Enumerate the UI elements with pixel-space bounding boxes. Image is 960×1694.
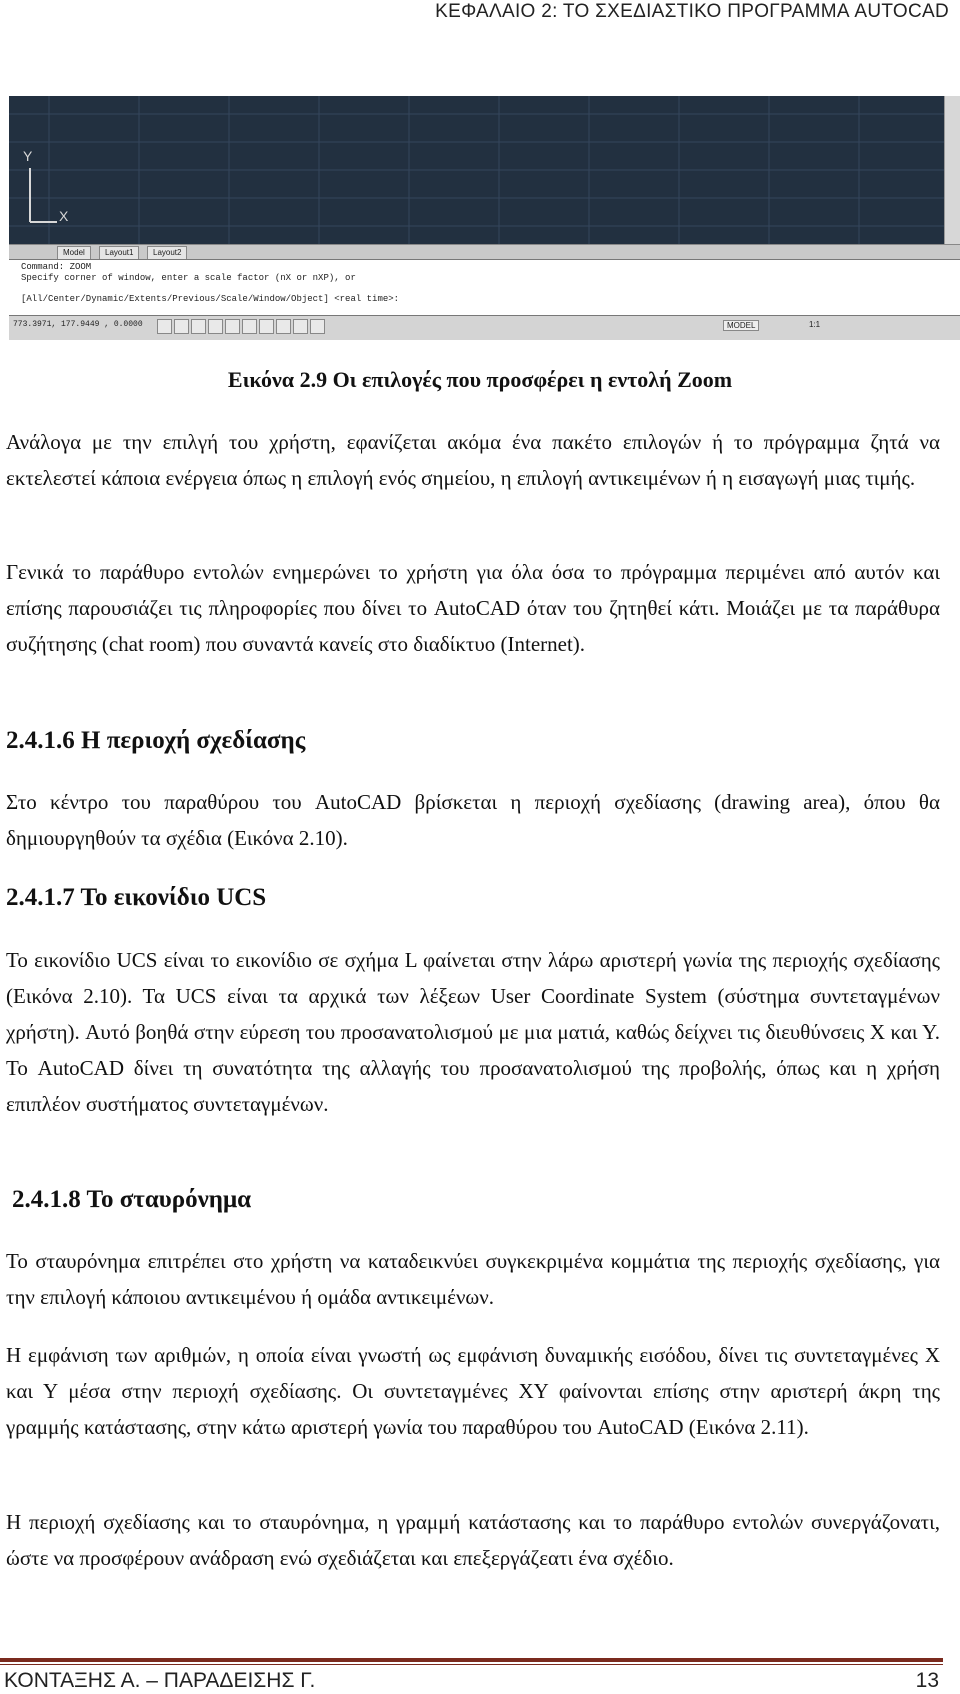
status-bar (9, 315, 960, 340)
model-space-button[interactable]: MODEL (723, 320, 759, 331)
paragraph-2: Γενικά το παράθυρο εντολών ενημερώνει το χρήστη για όλα όσα το πρόγραμμα περιμένει από αυτόν και επίσης παρουσιάζει τις πληροφορίες που δίνει το AutoCAD όταν του ζητηθεί κάτι. Μοιάζει με τα παράθυρα συζήτησης (chat room) που συναντά κανείς στο διαδίκτυο (Internet). (6, 560, 940, 656)
drawing-area (9, 96, 945, 244)
status-toggle-buttons[interactable] (157, 319, 327, 337)
autocad-screenshot-figure (9, 96, 960, 340)
footer-authors: ΚΟΝΤΑΞΗΣ Α. – ΠΑΡΑΔΕΙΣΗΣ Γ. (4, 1669, 316, 1692)
paragraph-7: Η περιοχή σχεδίασης και το σταυρόνημα, η γραμμή κατάστασης και το παράθυρο εντολών συνεργάζονατι, ώστε να προσφέρουν ανάδραση ενώ σχεδιάζεται και επεξεργάζεατι ένα σχέδιο. (6, 1510, 940, 1570)
paragraph-4: Το εικονίδιο UCS είναι το εικονίδιο σε σχήμα L φαίνεται στην λάρω αριστερή γωνία της περιοχής σχεδίασης (Εικόνα 2.10). Τα UCS είναι τα αρχικά των λέξεων User Coordinate System (σύστημα συντεταγμένων χρήστη). Αυτό βοηθά στην εύρεση του προσανατολισμού με μια ματιά, καθώς δείχνει τις διευθύνσεις Χ και Υ. Το AutoCAD δίνει τη συνατότητα της αλλαγής του προσανατολισμού της προβολής, όπως και η χρήση επιπλέον συστήματος συντεταγμένων. (6, 948, 940, 1116)
grid-and-ucs (9, 96, 945, 244)
section-heading-2418: 2.4.1.8 Το σταυρόνημα (12, 1186, 252, 1213)
footer-rule-thin (0, 1664, 943, 1665)
command-line: [All/Center/Dynamic/Extents/Previous/Scale/Window/Object] <real time>: (21, 294, 400, 304)
footer-rule (0, 1658, 943, 1662)
command-window[interactable] (9, 259, 960, 316)
ucs-x-label: X (59, 208, 69, 224)
tab-layout1[interactable]: Layout1 (99, 246, 139, 259)
annotation-scale[interactable]: 1:1 (809, 320, 821, 329)
paragraph-5: Το σταυρόνημα επιτρέπει στο χρήστη να καταδεικνύει συγκεκριμένα κομμάτια της περιοχής σχεδίασης, για την επιλογή κάποιου αντικειμένου ή ομάδα αντικειμένων. (6, 1249, 940, 1309)
running-header: ΚΕΦΑΛΑΙΟ 2: ΤΟ ΣΧΕΔΙΑΣΤΙΚΟ ΠΡΟΓΡΑΜΜΑ AUTOCAD (435, 1, 949, 22)
tab-layout2[interactable]: Layout2 (147, 246, 187, 259)
figure-caption: Εικόνα 2.9 Οι επιλογές που προσφέρει η εντολή Zoom (227, 367, 733, 392)
command-line: Specify corner of window, enter a scale factor (nX or nXP), or (21, 273, 356, 283)
page-number: 13 (915, 1669, 939, 1692)
ucs-icon (30, 168, 57, 222)
coordinate-readout: 773.3971, 177.9449 , 0.0000 (13, 320, 143, 329)
paragraph-6: Η εμφάνιση των αριθμών, η οποία είναι γνωστή ως εμφάνιση δυναμικής εισόδου, δίνει τις συντεταγμένες Χ και Υ μέσα στην περιοχή σχεδίασης. Οι συντεταγμένες ΧΥ φαίνονται επίσης στην αριστερή άκρη της γραμμής κατάστασης, στην κάτω αριστερή γωνία του παραθύρου του AutoCAD (Εικόνα 2.11). (6, 1343, 940, 1439)
section-heading-2417: 2.4.1.7 Το εικονίδιο UCS (6, 884, 267, 911)
layout-tabs (9, 244, 960, 259)
command-line: Command: ZOOM (21, 262, 92, 272)
ucs-y-label: Y (23, 148, 33, 164)
section-heading-2416: 2.4.1.6 Η περιοχή σχεδίασης (6, 727, 306, 754)
paragraph-1: Ανάλογα με την επιλγή του χρήστη, εφανίζεται ακόμα ένα πακέτο επιλογών ή το πρόγραμμα ζητά να εκτελεστεί κάποια ενέργεια όπως η επιλογή ενός σημείου, η επιλογή αντικειμένων ή η εισαγωγή μιας τιμής. (6, 430, 940, 490)
paragraph-3: Στο κέντρο του παραθύρου του AutoCAD βρίσκεται η περιοχή σχεδίασης (drawing area), όπου θα δημιουργηθούν τα σχέδια (Εικόνα 2.10). (6, 790, 940, 850)
tab-model[interactable]: Model (57, 246, 91, 259)
vertical-scrollbar[interactable] (944, 96, 960, 244)
